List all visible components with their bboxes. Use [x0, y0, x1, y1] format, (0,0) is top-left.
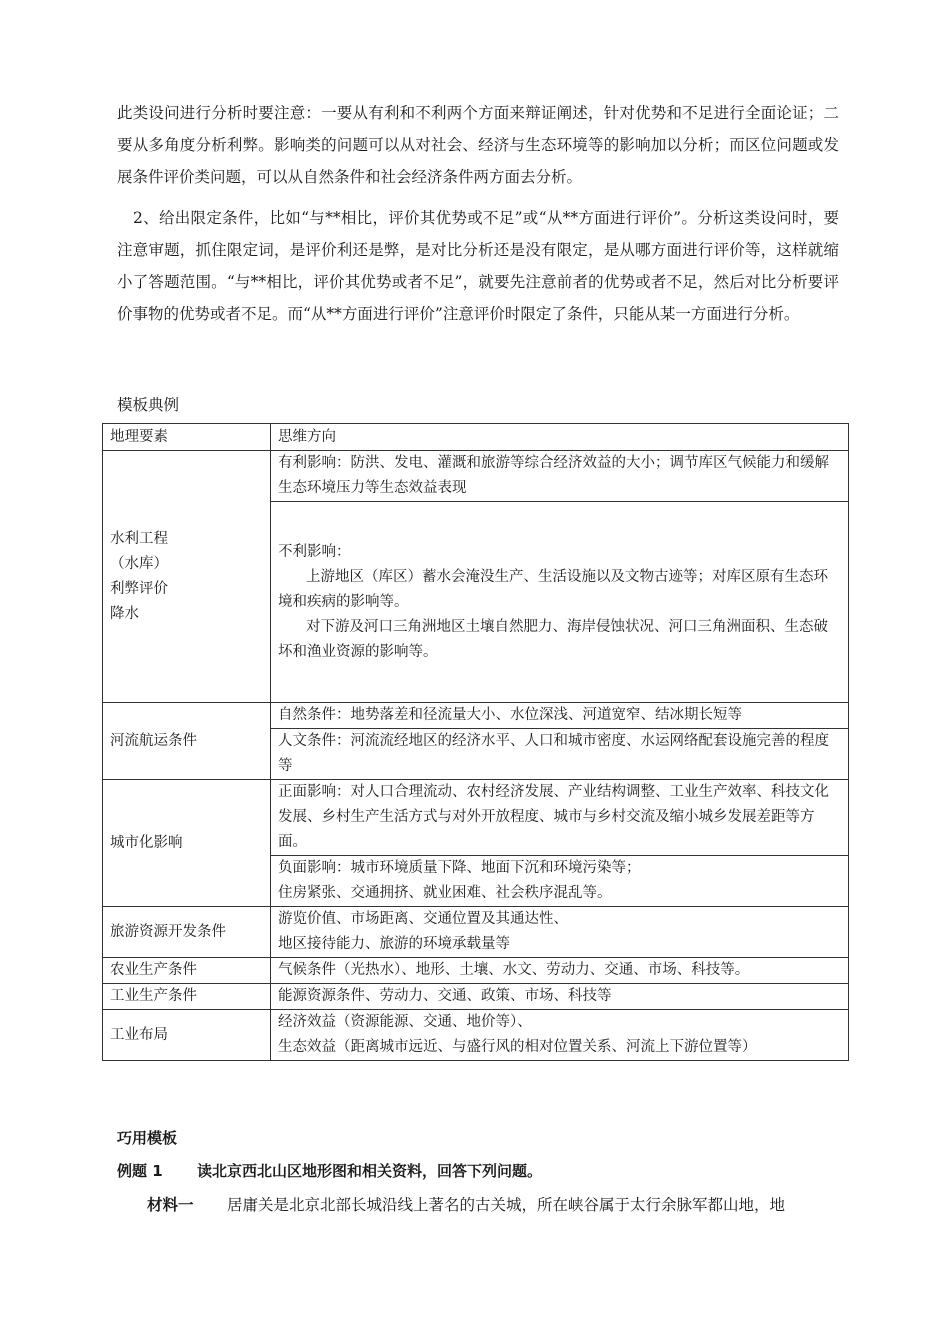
- material-label: 材料一: [147, 1196, 194, 1214]
- water-factor-line: 水利工程: [110, 530, 168, 547]
- water-factor-line: 降水: [110, 605, 139, 622]
- table-header-row: [103, 424, 849, 451]
- header-factor: 地理要素: [103, 424, 271, 451]
- agri-cell: 气候条件（光热水）、地形、土壤、水文、劳动力、交通、市场、科技等。: [271, 958, 849, 984]
- intro-paragraph-1: 此类设问进行分析时要注意：一要从有利和不利两个方面来辩证阐述，针对优势和不足进行全面论证；二要从多角度分析利弊。影响类的问题可以从对社会、经济与生态环境等的影响加以分析；而区位问题或发展条件评价类问题，可以从自然条件和社会经济条件两方面去分析。: [117, 104, 839, 186]
- water-negative-downstream: 对下游及河口三角洲地区土壤自然肥力、海岸侵蚀状况、河口三角洲面积、生态破坏和渔业资源的影响等。: [278, 618, 828, 660]
- industry-cell: 能源资源条件、劳动力、交通、政策、市场、科技等: [271, 984, 849, 1010]
- table-row: [103, 907, 849, 958]
- layout-cell: [271, 1010, 849, 1061]
- table-row: [103, 780, 849, 856]
- river-natural-cell: 自然条件：地势落差和径流量大小、水位深浅、河道宽窄、结冰期长短等: [271, 703, 849, 729]
- example-number: 例题 1: [117, 1162, 163, 1180]
- table-label: 模板典例: [117, 396, 180, 414]
- water-factor-line: （水库）: [110, 555, 168, 572]
- table-row: [103, 703, 849, 729]
- example-heading: [117, 1160, 542, 1182]
- table-row: [103, 958, 849, 984]
- layout-line: 生态效益（距离城市远近、与盛行风的相对位置关系、河流上下游位置等）: [278, 1039, 757, 1055]
- tourism-cell: [271, 907, 849, 958]
- material-text: 居庸关是北京北部长城沿线上著名的古关城，所在峡谷属于太行余脉军都山地，地: [227, 1196, 786, 1214]
- water-factor-cell: [103, 451, 271, 703]
- urban-factor-cell: 城市化影响: [103, 780, 271, 907]
- table-row: [103, 451, 849, 502]
- water-negative-cell: [271, 502, 849, 703]
- river-human-cell: 人文条件：河流流经地区的经济水平、人口和城市密度、水运网络配套设施完善的程度等: [271, 729, 849, 780]
- example-text: 读北京西北山区地形图和相关资料，回答下列问题。: [197, 1162, 543, 1180]
- layout-line: 经济效益（资源能源、交通、地价等）、: [278, 1014, 532, 1030]
- tourism-line: 游览价值、市场距离、交通位置及其通达性、: [278, 911, 568, 927]
- agri-factor-cell: 农业生产条件: [103, 958, 271, 984]
- water-factor-line: 利弊评价: [110, 580, 168, 597]
- intro-paragraph-2: 2、给出限定条件，比如“与**相比，评价其优势或不足”或“从**方面进行评价”。分析这类设问时，要注意审题，抓住限定词，是评价利还是弊，是对比分析还是没有限定，是从哪方面进行评价等，这样就缩小了答题范围。“与**相比，评价其优势或者不足”，就要先注意前者的优势或者不足，然后对比分析要评价事物的优势或者不足。而“从**方面进行评价”注意评价时限定了条件，只能从某一方面进行分析。: [117, 209, 839, 323]
- material-paragraph: [147, 1193, 839, 1217]
- water-negative-upstream: 上游地区（库区）蓄水会淹没生产、生活设施以及文物古迹等；对库区原有生态环境和疾病的影响等。: [278, 568, 828, 610]
- layout-factor-cell: 工业布局: [103, 1010, 271, 1061]
- header-direction: 思维方向: [271, 424, 849, 451]
- river-factor-cell: 河流航运条件: [103, 703, 271, 780]
- urban-positive-cell: 正面影响：对人口合理流动、农村经济发展、产业结构调整、工业生产效率、科技文化发展、乡村生产生活方式与对外开放程度、城市与乡村交流及缩小城乡发展差距等方面。: [271, 780, 849, 856]
- template-table: [102, 423, 849, 1061]
- urban-negative-line: 住房紧张、交通拥挤、就业困难、社会秩序混乱等。: [278, 885, 612, 901]
- section-title: 巧用模板: [117, 1129, 178, 1147]
- tourism-factor-cell: 旅游资源开发条件: [103, 907, 271, 958]
- urban-negative-line: 负面影响：城市环境质量下降、地面下沉和环境污染等；: [278, 860, 641, 876]
- water-positive-cell: 有利影响：防洪、发电、灌溉和旅游等综合经济效益的大小；调节库区气候能力和缓解生态环境压力等生态效益表现: [271, 451, 849, 502]
- table-row: [103, 1010, 849, 1061]
- water-negative-title: 不利影响：: [278, 543, 351, 560]
- urban-negative-cell: [271, 856, 849, 907]
- table-row: [103, 984, 849, 1010]
- tourism-line: 地区接待能力、旅游的环境承载量等: [278, 936, 510, 952]
- industry-factor-cell: 工业生产条件: [103, 984, 271, 1010]
